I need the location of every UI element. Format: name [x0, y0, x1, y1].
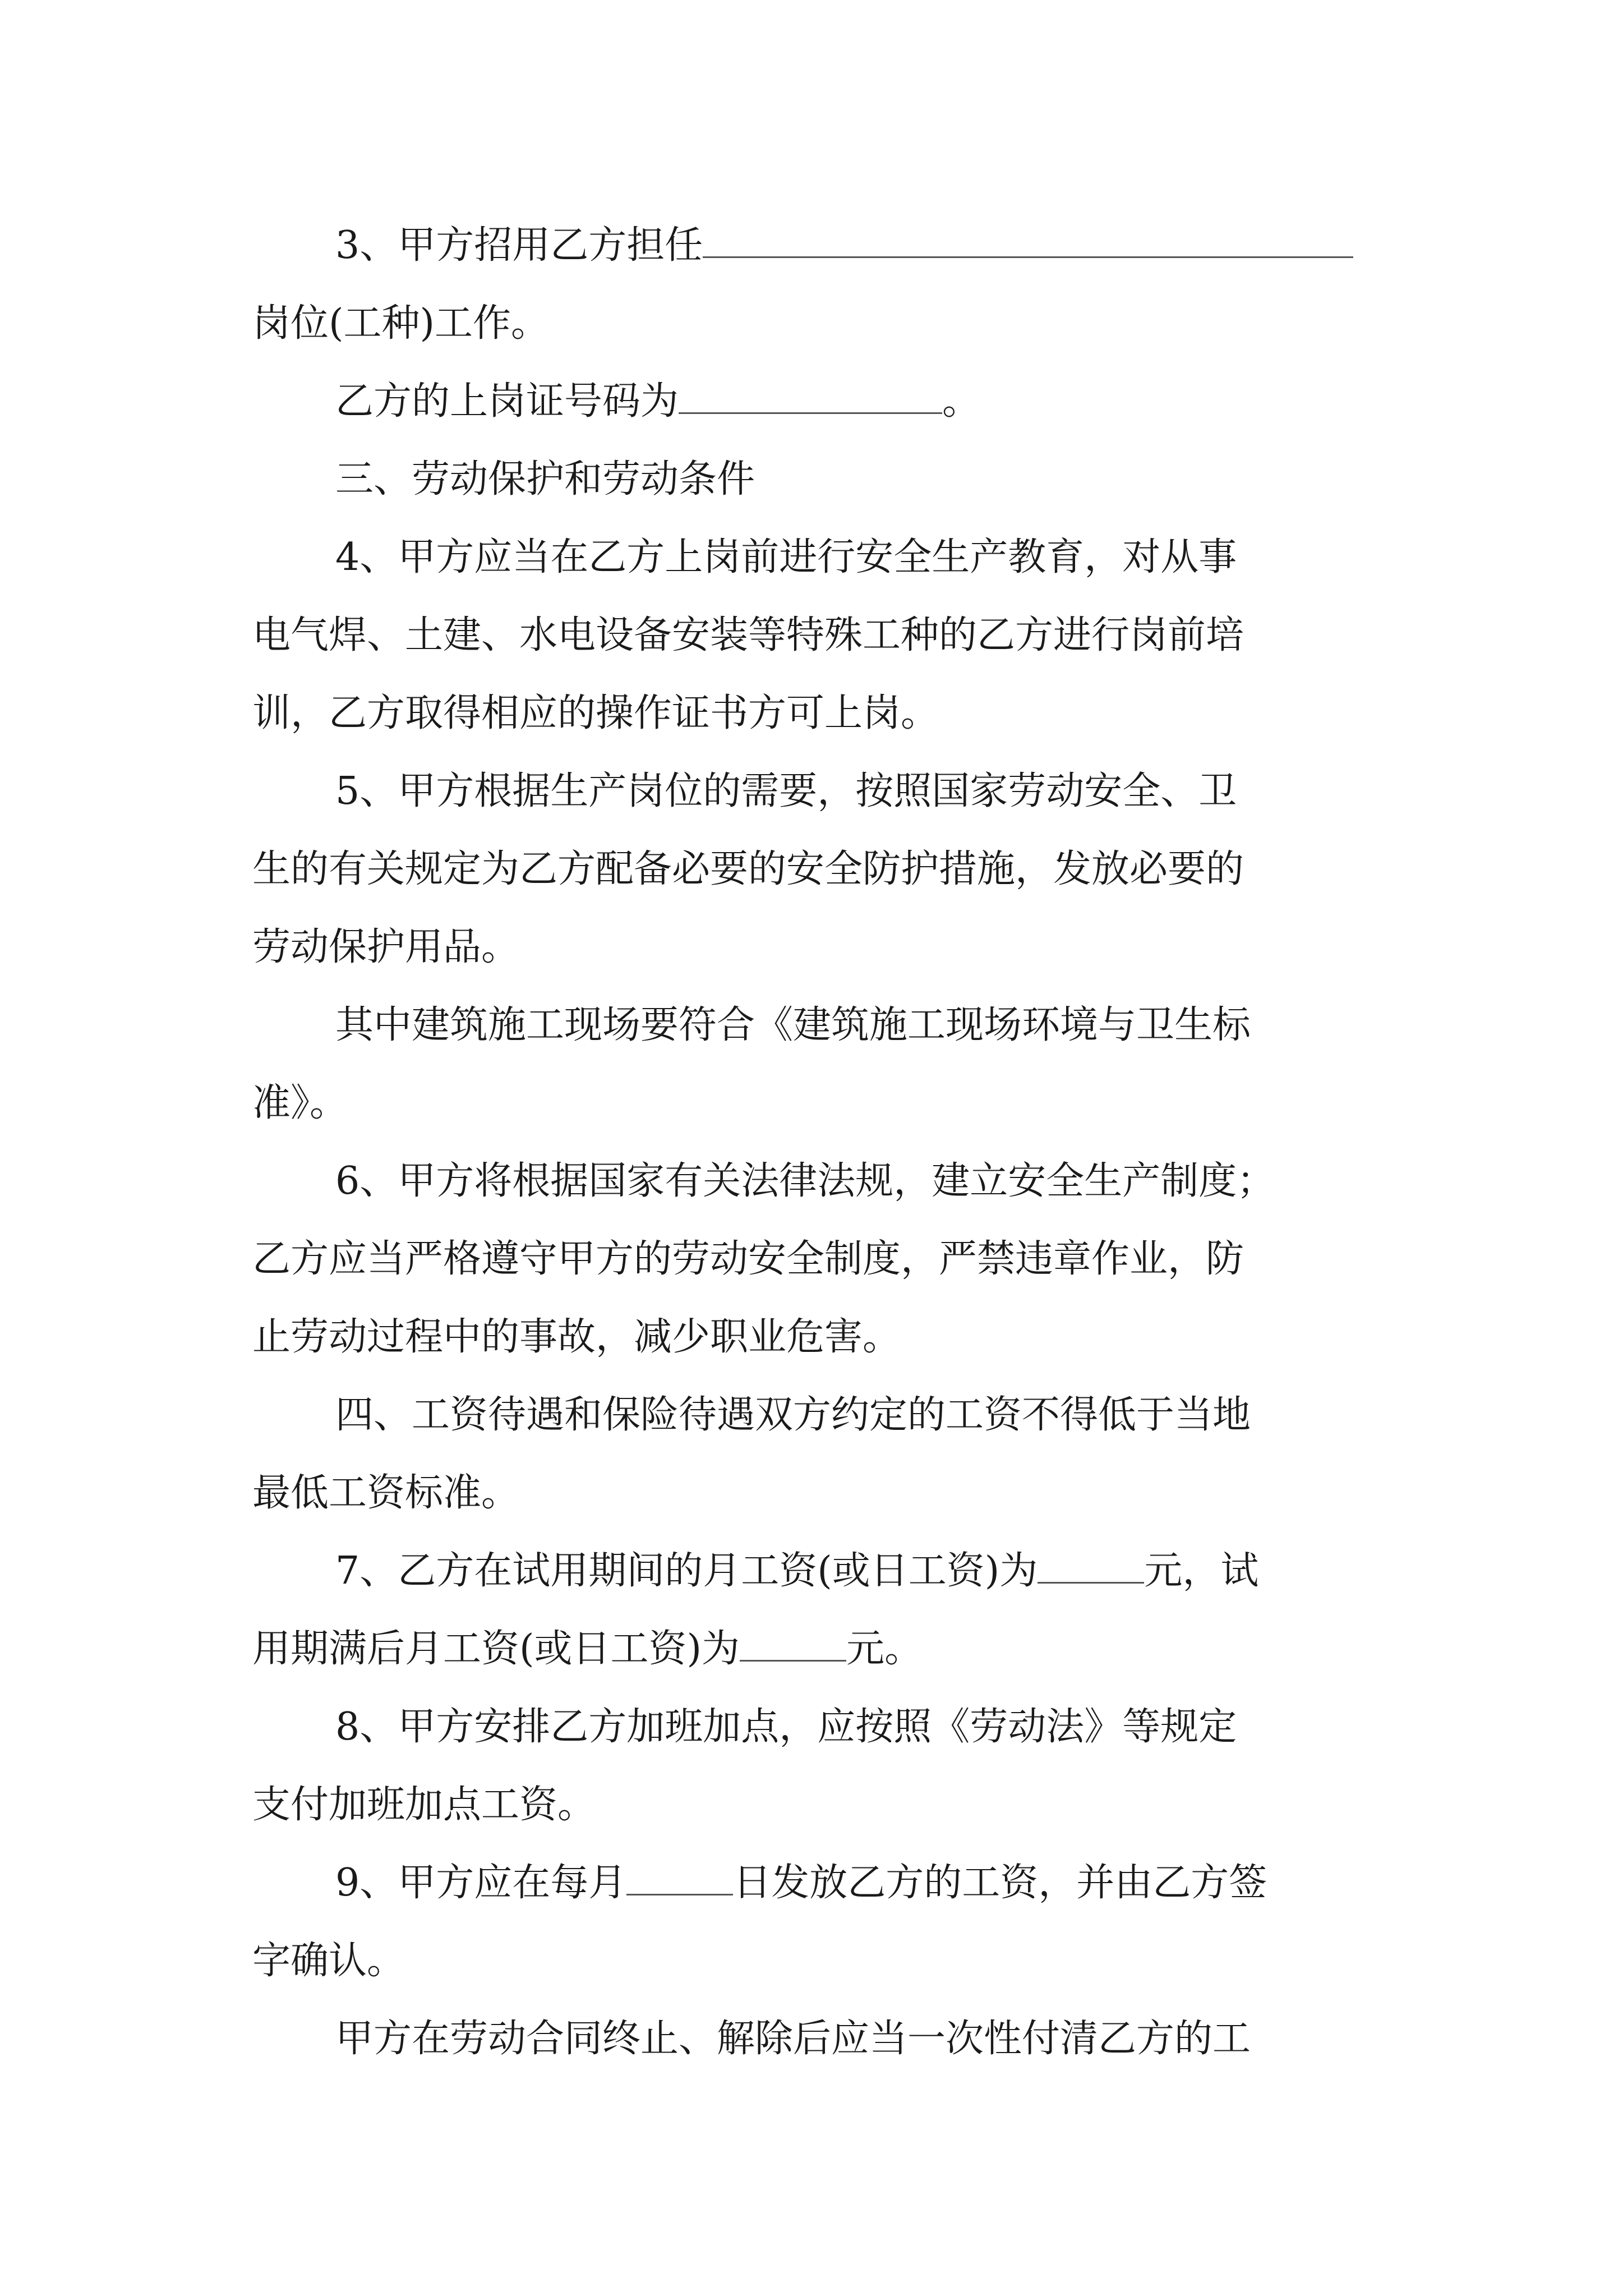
line-text: 日发放乙方的工资，并由乙方签 [733, 1861, 1267, 1905]
line-text: 9、甲方应在每月 [335, 1861, 627, 1905]
line-text: 其中建筑施工现场要符合《建筑施工现场环境与卫生标 [335, 1003, 1251, 1047]
line-text: 字确认。 [252, 1939, 405, 1983]
line-text: 用期满后月工资(或日工资)为 [252, 1627, 740, 1671]
section-heading [335, 1387, 1251, 1443]
document-line [252, 1465, 519, 1521]
document-line [252, 1309, 901, 1365]
document-line [252, 1075, 348, 1131]
document-line [335, 1855, 1267, 1911]
document-line [335, 2011, 1251, 2067]
line-text: 岗位(工种)工作。 [252, 301, 550, 346]
document-line [335, 218, 1353, 274]
document-line [335, 997, 1251, 1053]
document-line [335, 374, 980, 430]
line-text: 元。 [846, 1627, 923, 1671]
fill-in-blank[interactable] [740, 1628, 846, 1662]
line-text: 电气焊、土建、水电设备安装等特殊工种的乙方进行岗前培 [252, 613, 1244, 657]
document-line [252, 1777, 596, 1833]
line-text: 止劳动过程中的事故，减少职业危害。 [252, 1315, 901, 1359]
document-line [335, 763, 1237, 820]
fill-in-blank[interactable] [679, 381, 942, 414]
fill-in-blank[interactable] [626, 1862, 733, 1895]
document-line [335, 1153, 1275, 1209]
line-text: 三、劳动保护和劳动条件 [335, 457, 755, 501]
document-line [335, 530, 1237, 586]
document-line [252, 296, 549, 352]
document-line [252, 1621, 923, 1677]
line-text: 7、乙方在试用期间的月工资(或日工资)为 [335, 1549, 1038, 1593]
line-text: 训，乙方取得相应的操作证书方可上岗。 [252, 691, 939, 735]
line-text: 乙方的上岗证号码为 [335, 379, 679, 424]
document-line [335, 1699, 1237, 1755]
document-line [252, 685, 939, 742]
line-text: 8、甲方安排乙方加班加点，应按照《劳动法》等规定 [335, 1705, 1237, 1749]
line-text: 元，试 [1144, 1549, 1259, 1593]
line-text: 5、甲方根据生产岗位的需要，按照国家劳动安全、卫 [335, 769, 1237, 813]
document-line [335, 1543, 1258, 1599]
line-text: 6、甲方将根据国家有关法律法规，建立安全生产制度； [335, 1159, 1275, 1203]
line-text: 四、工资待遇和保险待遇双方约定的工资不得低于当地 [335, 1393, 1251, 1437]
line-text: 准》。 [252, 1081, 348, 1125]
document-line [252, 919, 519, 976]
line-text: 乙方应当严格遵守甲方的劳动安全制度，严禁违章作业，防 [252, 1237, 1244, 1281]
fill-in-blank[interactable] [703, 225, 1353, 258]
fill-in-blank[interactable] [1038, 1550, 1144, 1584]
document-line [252, 608, 1244, 664]
section-heading [335, 452, 755, 508]
line-text: 。 [942, 379, 981, 424]
document-line [252, 1933, 405, 1989]
line-text: 最低工资标准。 [252, 1471, 520, 1515]
line-text: 支付加班加点工资。 [252, 1783, 596, 1827]
line-text: 生的有关规定为乙方配备必要的安全防护措施，发放必要的 [252, 847, 1244, 891]
line-text: 4、甲方应当在乙方上岗前进行安全生产教育，对从事 [335, 535, 1237, 579]
line-text: 甲方在劳动合同终止、解除后应当一次性付清乙方的工 [335, 2017, 1251, 2061]
document-line [252, 1231, 1244, 1287]
line-text: 3、甲方招用乙方担任 [335, 223, 703, 268]
document-line [252, 841, 1244, 898]
line-text: 劳动保护用品。 [252, 925, 520, 969]
